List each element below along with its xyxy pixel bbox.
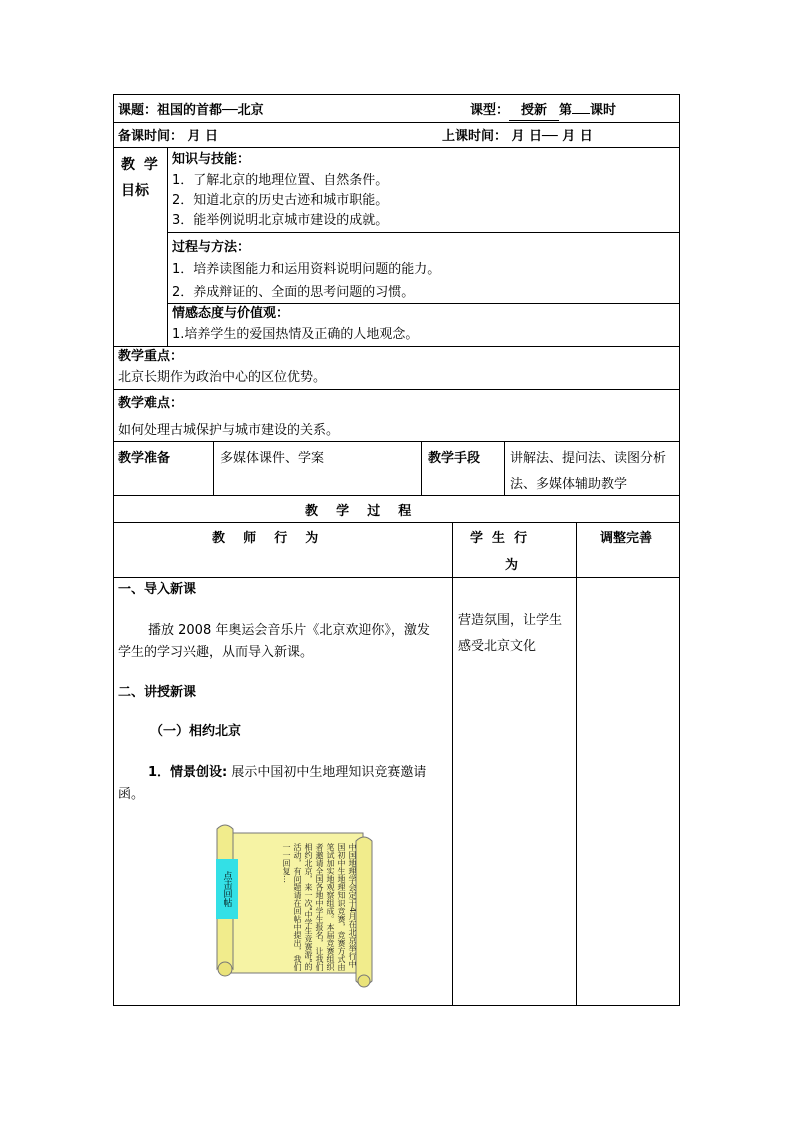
row-divider	[113, 522, 680, 523]
item-scenario-2: 函。	[118, 787, 145, 802]
prep-time: 备课时间： 月 日	[118, 129, 219, 144]
col-adjust-header: 调整完善	[600, 531, 653, 546]
means-value: 讲解法、提问法、读图分析	[510, 451, 667, 466]
lesson-plan-table	[113, 94, 680, 1006]
col-divider	[576, 522, 577, 1006]
col-divider	[167, 147, 168, 346]
prep-label: 教学准备	[118, 451, 171, 466]
row-divider	[113, 346, 680, 347]
col-divider	[452, 522, 453, 1006]
means-label: 教学手段	[428, 451, 481, 466]
row-divider	[113, 495, 680, 496]
knowledge-title: 知识与技能：	[172, 152, 251, 167]
subsection-title: （一）相约北京	[150, 724, 242, 739]
attitude-title: 情感态度与价值观：	[172, 306, 290, 321]
item-scenario: 1．情景创设: 展示中国初中生地理知识竞赛邀请	[148, 765, 427, 780]
row-divider	[113, 577, 680, 578]
row-divider	[167, 232, 680, 233]
invitation-text: 中国地理学会定于4月在北京举行中国初中生地理知识竞赛，竞赛方式由笔试加实地观察组成。本届竞赛组织者邀请全国各地中学生报名，让我们相约北京，来一次"中学生竞赛游"的活动，有问题请在回帖中提出，我们一一回复…	[282, 843, 357, 971]
col-divider	[504, 441, 505, 495]
section-intro-title: 一、导入新课	[118, 582, 197, 597]
process-item: 2．养成辩证的、全面的思考问题的习惯。	[172, 285, 415, 300]
section-new-title: 二、讲授新课	[118, 685, 197, 700]
lesson-number-blank	[572, 113, 590, 114]
intro-paragraph-2: 学生的学习兴趣，从而导入新课。	[118, 645, 314, 660]
knowledge-item: 2．知道北京的历史古迹和城市职能。	[172, 193, 389, 208]
col-divider	[421, 441, 422, 495]
means-value-2: 法、多媒体辅助教学	[510, 477, 628, 492]
difficulty-text: 如何处理古城保护与城市建设的关系。	[118, 423, 340, 438]
lesson-type: 课型： 授新 第 课时	[470, 102, 616, 121]
intro-paragraph: 播放 2008 年奥运会音乐片《北京欢迎你》，激发	[148, 623, 430, 638]
lesson-topic: 课题：祖国的首都──北京	[118, 103, 264, 118]
col-student-header: 学 生 行	[470, 531, 528, 546]
difficulty-title: 教学难点：	[118, 396, 184, 411]
row-divider	[167, 303, 680, 304]
key-point-text: 北京长期作为政治中心的区位优势。	[118, 370, 327, 385]
col-teacher-header: 教 师 行 为	[212, 531, 319, 546]
class-time: 上课时间： 月 日── 月 日	[442, 129, 593, 144]
prep-value: 多媒体课件、学案	[220, 451, 325, 466]
row-divider	[113, 147, 680, 148]
key-point-title: 教学重点：	[118, 349, 184, 364]
attitude-item: 1.培养学生的爱国热情及正确的人地观念。	[172, 327, 419, 342]
row-divider	[113, 441, 680, 442]
objectives-label: 教 学	[121, 157, 160, 173]
row-divider	[113, 389, 680, 390]
student-activity-2: 感受北京文化	[458, 639, 537, 654]
lesson-type-value: 授新	[509, 102, 559, 121]
objectives-label-2: 目标	[121, 183, 149, 199]
process-title: 过程与方法：	[172, 240, 251, 255]
reply-button[interactable]: 点击回帖	[216, 859, 238, 919]
invitation-scroll-image	[213, 823, 380, 988]
knowledge-item: 3．能举例说明北京城市建设的成就。	[172, 213, 389, 228]
col-student-header-2: 为	[505, 558, 519, 573]
col-divider	[213, 441, 214, 495]
row-divider	[113, 122, 680, 123]
knowledge-item: 1．了解北京的地理位置、自然条件。	[172, 173, 389, 188]
process-item: 1．培养读图能力和运用资料说明问题的能力。	[172, 262, 441, 277]
student-activity: 营造氛围，让学生	[458, 613, 563, 628]
process-title: 教 学 过 程	[305, 504, 412, 519]
